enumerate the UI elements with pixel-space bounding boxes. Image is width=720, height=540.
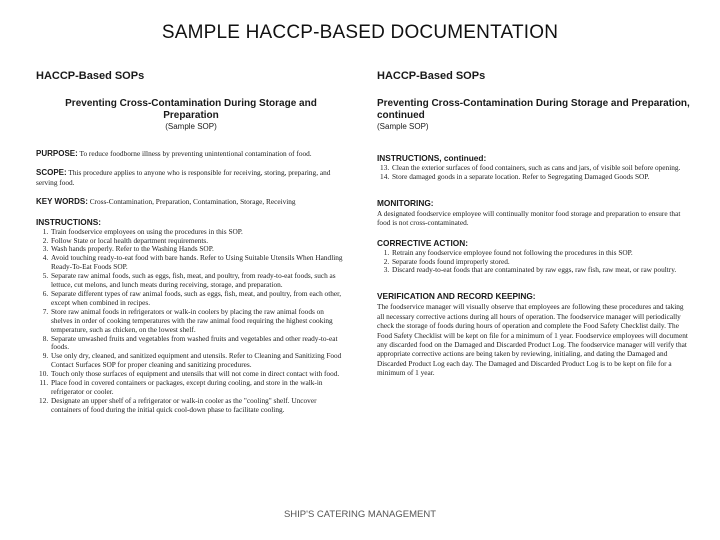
slide-title: SAMPLE HACCP-BASED DOCUMENTATION bbox=[161, 22, 559, 43]
instruction-item: 7. Store raw animal foods in refrigerators or walk-in coolers by placing the raw animal foods on shelves in order of cooking temperatures with the raw animal food requiring the highest cooking temperature, such as chicken, on the lowest shelf. bbox=[50, 308, 346, 335]
purpose-section bbox=[36, 149, 346, 158]
footer-caption: SHIP'S CATERING MANAGEMENT bbox=[283, 509, 437, 520]
verification-text: The foodservice manager will visually observe that employees are following these procedures and taking all necessary corrective actions during all hours of operation. The foodservice manager will periodically check the storage of foods during hours of operation and complete the Food Safety Checklist daily. The Food Safety Checklist will be kept on file for a minimum of 1 year. Foodservice employees will document any discarded food on the Damaged and Discarded Product Log. The foodservice manager will verify that appropriate corrective actions are being taken by reviewing, initialing, and dating the Damaged and Discarded Product Log each day. The Damaged and Discarded Product Log is to be kept on file for a minimum of 1 year. bbox=[377, 302, 688, 378]
instruction-item: 9. Use only dry, cleaned, and sanitized equipment and utensils. Refer to Cleaning and Sanitizing Food Contact Surfaces SOP for proper cleaning and sanitizing procedures. bbox=[50, 352, 346, 370]
right-heading: HACCP-Based SOPs bbox=[377, 70, 486, 82]
instruction-item: 12. Designate an upper shelf of a refrigerator or walk-in cooler as the "cooling" shelf. Uncover containers of food during the initial quick cool-down phase to facilitate cooling. bbox=[50, 397, 346, 415]
instructions-list bbox=[36, 228, 346, 415]
instruction-item: 4. Avoid touching ready-to-eat food with bare hands. Refer to Using Suitable Utensils When Handling Ready-To-Eat Foods SOP. bbox=[50, 254, 346, 272]
corrective-item: 3. Discard ready-to-eat foods that are contaminated by raw eggs, raw fish, raw meat, or raw poultry. bbox=[391, 266, 692, 275]
instruction-item: 10. Touch only those surfaces of equipment and utensils that will not come in direct contact with food. bbox=[50, 370, 346, 379]
corrective-item: 2. Separate foods found improperly stored. bbox=[391, 258, 692, 267]
instructions-continued-list bbox=[377, 164, 692, 182]
right-subheading: Preventing Cross-Contamination During Storage and Preparation, continued bbox=[377, 98, 690, 121]
keywords-text: Cross-Contamination, Preparation, Contamination, Storage, Receiving bbox=[89, 197, 296, 207]
instruction-item: 11. Place food in covered containers or packages, except during cooling, and store in the walk-in refrigerator or cooler. bbox=[50, 379, 346, 397]
scope-label: SCOPE: bbox=[36, 168, 67, 178]
instructions-label: INSTRUCTIONS: bbox=[36, 216, 101, 227]
right-document-page bbox=[377, 70, 692, 388]
instruction-item: 2. Follow State or local health department requirements. bbox=[50, 237, 346, 246]
left-sample-label: (Sample SOP) bbox=[165, 122, 217, 131]
instruction-item: 1. Train foodservice employees on using the procedures in this SOP. bbox=[50, 228, 346, 237]
instruction-item: 3. Wash hands properly. Refer to the Washing Hands SOP. bbox=[50, 245, 346, 254]
instruction-item: 13. Clean the exterior surfaces of food containers, such as cans and jars, of visible soil before opening. bbox=[391, 164, 692, 173]
left-subheading: Preventing Cross-Contamination During Storage and Preparation bbox=[65, 98, 317, 121]
keywords-label: KEY WORDS: bbox=[36, 197, 88, 207]
right-sample-label: (Sample SOP) bbox=[377, 122, 429, 131]
left-document-page bbox=[36, 70, 346, 415]
left-heading: HACCP-Based SOPs bbox=[36, 70, 145, 82]
instruction-item: 8. Separate unwashed fruits and vegetables from washed fruits and vegetables and other ready-to-eat foods. bbox=[50, 335, 346, 353]
monitoring-label: MONITORING: bbox=[377, 197, 434, 208]
keywords-section bbox=[36, 197, 346, 206]
corrective-item: 1. Retrain any foodservice employee found not following the procedures in this SOP. bbox=[391, 249, 692, 258]
scope-section bbox=[36, 168, 346, 187]
corrective-action-label: CORRECTIVE ACTION: bbox=[377, 237, 468, 248]
instruction-item: 6. Separate different types of raw animal foods, such as eggs, fish, meat, and poultry, from each other, except when combined in recipes. bbox=[50, 290, 346, 308]
instructions-continued-label: INSTRUCTIONS, continued: bbox=[377, 153, 487, 163]
verification-label: VERIFICATION AND RECORD KEEPING: bbox=[377, 291, 536, 302]
scope-text: This procedure applies to anyone who is responsible for receiving, storing, preparing, and serving food. bbox=[36, 168, 331, 187]
corrective-action-list bbox=[377, 249, 692, 276]
monitoring-text: A designated foodservice employee will continually monitor food storage and preparation to ensure that food is not cross-contaminated. bbox=[377, 208, 681, 228]
instruction-item: 5. Separate raw animal foods, such as eggs, fish, meat, and poultry, from ready-to-eat foods, such as lettuce, cut melons, and lunch meats during receiving, storage, and preparation. bbox=[50, 272, 346, 290]
purpose-label: PURPOSE: bbox=[36, 149, 78, 158]
purpose-text: To reduce foodborne illness by preventing unintentional contamination of food. bbox=[79, 149, 312, 158]
instruction-item: 14. Store damaged goods in a separate location. Refer to Segregating Damaged Goods SOP. bbox=[391, 173, 692, 182]
